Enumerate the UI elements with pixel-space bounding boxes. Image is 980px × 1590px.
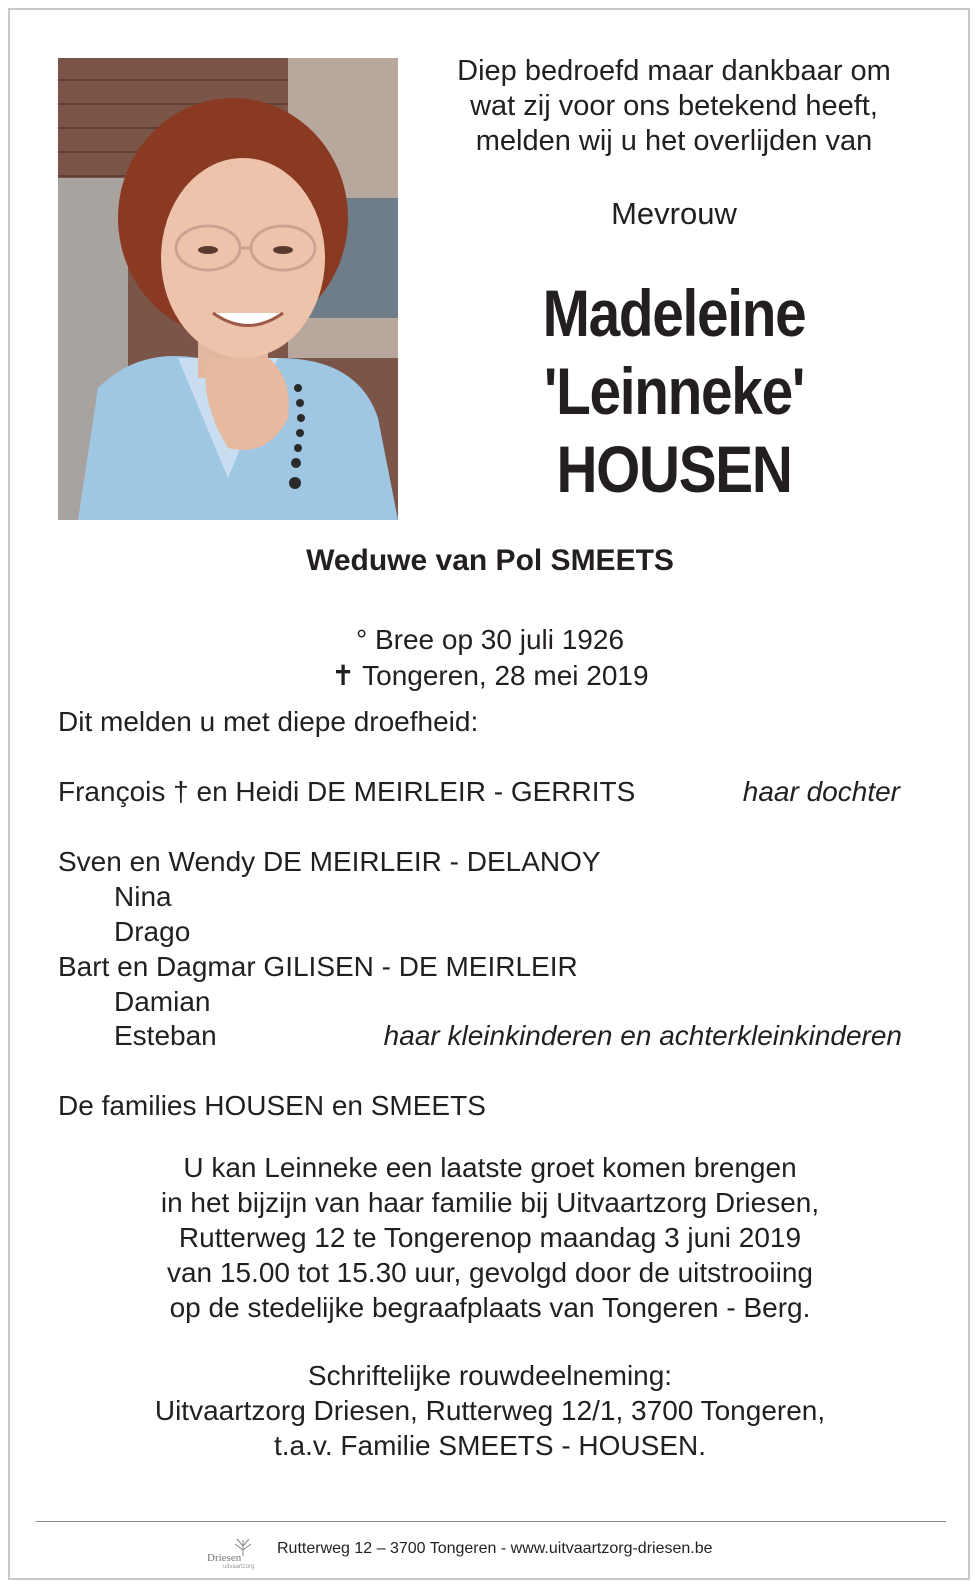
honorific: Mevrouw [611,196,737,231]
footer-divider [36,1521,946,1522]
condolence-line: Schriftelijke rouwdeelneming: [307,1360,673,1391]
condolence-line: t.a.v. Familie SMEETS - HOUSEN. [274,1430,706,1461]
footer-address: Rutterweg 12 – 3700 Tongeren - www.uitvaartzorg-driesen.be [277,1540,713,1557]
intro-line: wat zij voor ons betekend heeft, [470,90,878,122]
announcement: Dit melden u met diepe droefheid: [58,706,479,737]
intro-line: Diep bedroefd maar dankbaar om [457,55,891,87]
widow-of: Weduwe van Pol SMEETS [306,544,674,577]
family-grandchild: Sven en Wendy DE MEIRLEIR - DELANOY [58,846,601,877]
logo-text: Driesen [207,1552,242,1564]
visit-info [0,1150,980,1325]
visit-line: U kan Leinneke een laatste groet komen brengen [183,1152,797,1183]
family-grandchild: Bart en Dagmar GILISEN - DE MEIRLEIR [58,951,578,982]
name-line: Madeleine [542,276,806,350]
visit-line: op de stedelijke begraafplaats van Tongeren - Berg. [169,1292,811,1323]
family-great-grandchild: Drago [114,916,191,947]
driesen-logo [205,1534,263,1574]
intro-text [418,54,930,159]
condolence-line: Uitvaartzorg Driesen, Rutterweg 12/1, 3700 Tongeren, [154,1395,826,1426]
birth-date: ° Bree op 30 juli 1926 [355,624,625,655]
portrait-photo [58,58,398,520]
family-great-grandchild: Damian [114,986,211,1017]
families: De families HOUSEN en SMEETS [58,1090,486,1121]
family-great-grandchild: Esteban [114,1020,217,1051]
daughter-role: haar dochter [742,776,900,807]
family-daughter: François † en Heidi DE MEIRLEIR - GERRITS [58,776,636,807]
name-line: 'Leinneke' [543,354,805,428]
condolence-info [0,1358,980,1463]
family-great-grandchild: Nina [114,881,172,912]
deceased-name [454,274,894,508]
life-dates [0,622,980,694]
visit-line: Rutterweg 12 te Tongerenop maandag 3 juni 2019 [178,1222,802,1253]
grandchildren-role: haar kleinkinderen en achterkleinkinderen [383,1020,902,1051]
visit-line: van 15.00 tot 15.30 uur, gevolgd door de uitstrooiing [166,1257,814,1288]
death-date: ✝ Tongeren, 28 mei 2019 [331,660,649,691]
visit-line: in het bijzijn van haar familie bij Uitvaartzorg Driesen, [160,1187,820,1218]
logo-subtext: uitvaartzorg [223,1564,255,1570]
name-line: HOUSEN [556,432,792,506]
intro-line: melden wij u het overlijden van [475,125,873,157]
